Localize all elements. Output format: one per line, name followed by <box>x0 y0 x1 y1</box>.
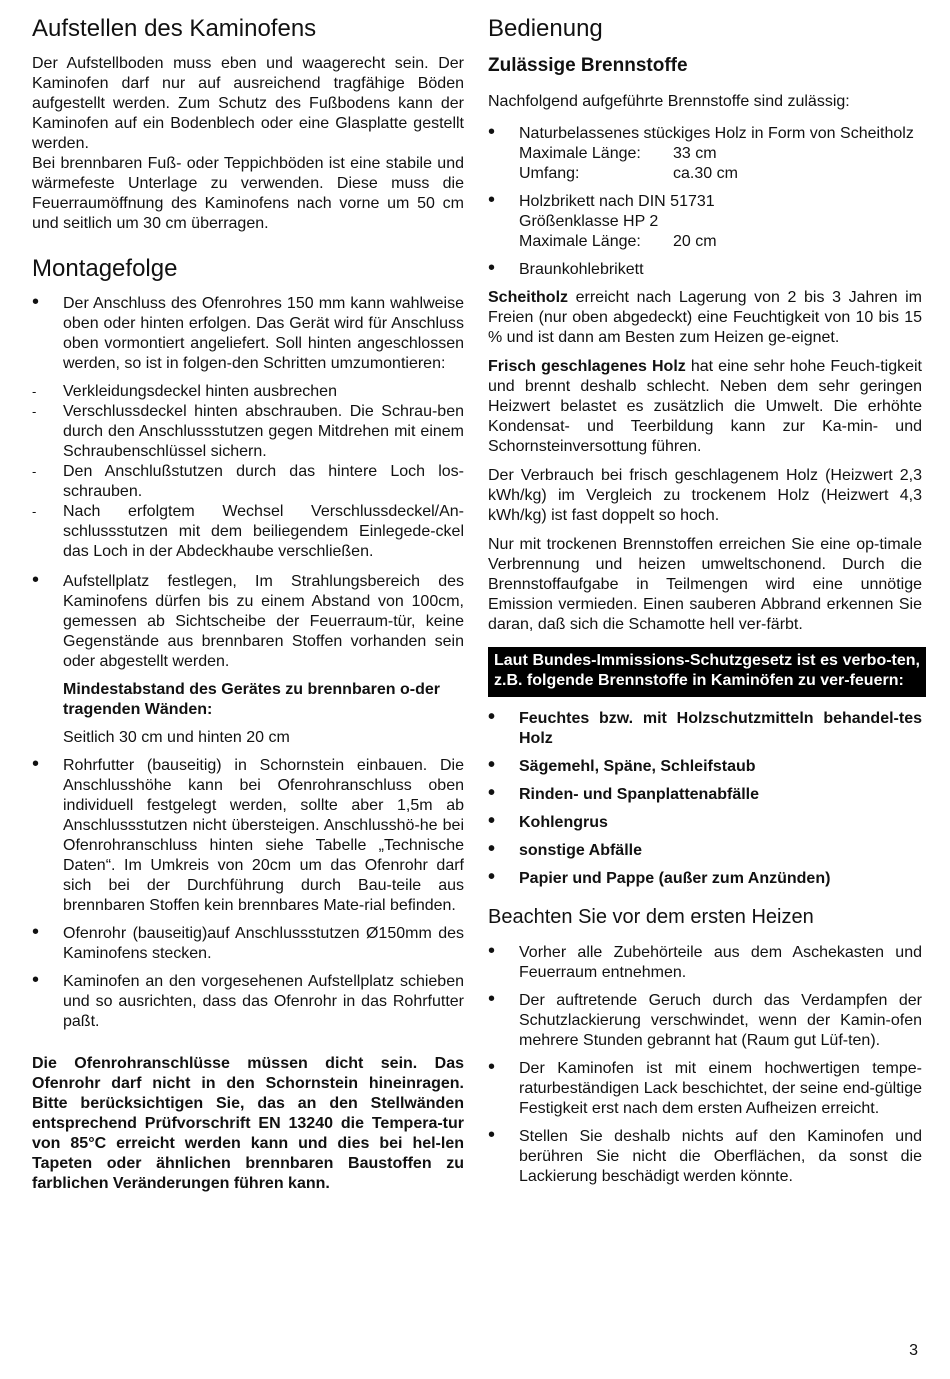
list-item: • Ofenrohr (bauseitig)auf Anschlussstutzen Ø150mm des Kaminofens stecken. <box>32 924 464 964</box>
list-item: • Aufstellplatz festlegen, Im Strahlungsbereich des Kaminofens dürfen bis zu einem Abstand von 100cm, gemessen ab Sichtscheibe der Feuerraum-tür, keine Gegenstände aus brennbaren Stoffen vorhanden sein oder abgestellt werden. <box>32 572 464 672</box>
list-item: • Rohrfutter (bauseitig) in Schornstein einbauen. Die Anschlusshöhe kann bei Ofenrohranschluss oben individuell festgelegt werden, sollte aber 1,5m ab Anschlussstutzen nicht übersteigen. Anschlusshö-he bei Ofenrohranschluss hinten siehe Tabelle „Technische Daten“. Im Umkreis von 20cm um das Ofenrohr darf sich bei der Durchführung durch Bau-teile aus brennbaren Stoffen kein brennbares Mate-rial befinden. <box>32 756 464 916</box>
montage-list-3 <box>32 756 464 1032</box>
subsection-title-erstes-heizen: Beachten Sie vor dem ersten Heizen <box>488 906 814 928</box>
min-distance-title: Mindestabstand des Gerätes zu brennbaren o-der tragenden Wänden: <box>63 681 440 718</box>
fuel-list <box>488 124 922 280</box>
list-item: • Braunkohlebrikett <box>488 260 922 280</box>
intro-paragraph-2: Bei brennbaren Fuß- oder Teppichböden ist eine stabile und wärmefeste Unterlage zu verwenden. Diese muss die Feuerraumöffnung des Kaminofens nach vorne um 50 cm und seitlich um 30 cm überragen. <box>32 155 464 232</box>
list-item: • Holzbrikett nach DIN 51731 Größenklasse HP 2 Maximale Länge: 20 cm <box>488 192 922 252</box>
list-item: • Vorher alle Zubehörteile aus dem Aschekasten und Feuerraum entnehmen. <box>488 943 922 983</box>
list-item: - Den Anschlußstutzen durch das hintere Loch los-schrauben. <box>32 462 464 502</box>
list-item: • Naturbelassenes stückiges Holz in Form von Scheitholz Maximale Länge: 33 cm Umfang: ca.30 cm <box>488 124 922 184</box>
first-heat-list <box>488 943 922 1187</box>
subsection-title-brennstoffe: Zulässige Brennstoffe <box>488 55 688 76</box>
list-item: • Der Kaminofen ist mit einem hochwertigen tempe-raturbeständigen Lack beschichtet, der seine end-gültige Festigkeit erst nach dem ersten Aufheizen erreicht. <box>488 1059 922 1119</box>
list-item: • Kaminofen an den vorgesehenen Aufstellplatz schieben und so ausrichten, dass das Ofenrohr in das Rohrfutter paßt. <box>32 972 464 1032</box>
fuel-intro: Nachfolgend aufgeführte Brennstoffe sind zulässig: <box>488 93 850 110</box>
left-column <box>32 14 464 1203</box>
list-item: - Verkleidungsdeckel hinten ausbrechen <box>32 382 464 402</box>
list-item: • Stellen Sie deshalb nichts auf den Kaminofen und berühren Sie nicht die Oberflächen, da sonst die Lackierung beschädigt werden könnte. <box>488 1127 922 1187</box>
paragraph-scheitholz: Scheitholz erreicht nach Lagerung von 2 bis 3 Jahren im Freien (nur oben abgedeckt) eine Feuchtigkeit von 10 bis 15 % und ist dann am Besten zum Heizen ge-eignet. <box>488 289 922 346</box>
page-number: 3 <box>909 1342 918 1359</box>
forbidden-list <box>488 709 922 889</box>
min-distance-text: Seitlich 30 cm und hinten 20 cm <box>63 729 290 746</box>
paragraph-trocken: Nur mit trockenen Brennstoffen erreichen Sie eine op-timale Verbrennung und heizen umweltschonend. Durch die Brennstoffaufgabe in Teilmengen wird eine unnötige Emission vermieden. Einen sauberen Abbrand erkennen Sie daran, daß sich die Schamotte hell ver-färbt. <box>488 536 922 633</box>
paragraph-frisch: Frisch geschlagenes Holz hat eine sehr hohe Feuch-tigkeit und brennt deshalb schlecht. Neben dem sehr geringen Heizwert belastet es zusätzlich die Umwelt. Die erhöhte Kondensat- und Teerbildung kann zur Ka-min- und Schornsteinversottung führen. <box>488 358 922 455</box>
list-item: • Rinden- und Spanplattenabfälle <box>488 785 922 805</box>
bold-note: Die Ofenrohranschlüsse müssen dicht sein. Das Ofenrohr darf nicht in den Schornstein hineinragen. Bitte berücksichtigen Sie, das an den Stellwänden entsprechend Prüfvorschrift EN 13240 die Tempera-tur von 85°C erreicht werden kann und dies bei hel-len Tapeten oder ähnlichen brennbaren Baustoffen zu farblichen Veränderungen führen kann. <box>32 1055 464 1192</box>
warning-box: Laut Bundes-Immissions-Schutzgesetz ist es verbo-ten, z.B. folgende Brennstoffe in Kaminöfen zu ver-feuern: <box>488 647 926 697</box>
list-item: • sonstige Abfälle <box>488 841 922 861</box>
section-title-bedienung: Bedienung <box>488 15 603 42</box>
list-item: • Der auftretende Geruch durch das Verdampfen der Schutzlackierung verschwindet, wenn der Kamin-ofen mehrere Stunden gebrannt hat (Raum gut Lüf-ten). <box>488 991 922 1051</box>
section-title-montagefolge: Montagefolge <box>32 255 178 282</box>
right-column <box>488 14 922 1195</box>
section-title-aufstellen: Aufstellen des Kaminofens <box>32 15 317 42</box>
list-item: • Kohlengrus <box>488 813 922 833</box>
list-item: • Papier und Pappe (außer zum Anzünden) <box>488 869 922 889</box>
montage-list-1 <box>32 294 464 374</box>
dash-list <box>32 382 464 562</box>
paragraph-verbrauch: Der Verbrauch bei frisch geschlagenem Holz (Heizwert 2,3 kWh/kg) im Vergleich zu trockenem Holz (Heizwert 4,3 kWh/kg) ist fast doppelt so hoch. <box>488 467 922 524</box>
montage-list-2 <box>32 572 464 672</box>
intro-paragraph-1: Der Aufstellboden muss eben und waagerecht sein. Der Kaminofen darf nur auf ausreichend tragfähige Böden aufgestellt werden. Zum Schutz des Fußbodens kann der Kaminofen auf ein Bodenblech oder eine Glasplatte gestellt werden. <box>32 55 464 152</box>
list-item: • Sägemehl, Späne, Schleifstaub <box>488 757 922 777</box>
list-item: - Nach erfolgtem Wechsel Verschlussdeckel/An-schlussstutzen mit dem beiliegendem Einlegede-ckel das Loch in der Abdeckhaube verschließen. <box>32 502 464 562</box>
list-item: • Der Anschluss des Ofenrohres 150 mm kann wahlweise oben oder hinten erfolgen. Das Gerät wird für Anschluss oben vormontiert angeliefert. Soll hinten angeschlossen werden, so ist in folgen-den Schritten umzumontieren: <box>32 294 464 374</box>
list-item: • Feuchtes bzw. mit Holzschutzmitteln behandel-tes Holz <box>488 709 922 749</box>
list-item: - Verschlussdeckel hinten abschrauben. Die Schrau-ben durch den Anschlussstutzen gegen Mitdrehen mit einem Schraubenschlüssel sichern. <box>32 402 464 462</box>
